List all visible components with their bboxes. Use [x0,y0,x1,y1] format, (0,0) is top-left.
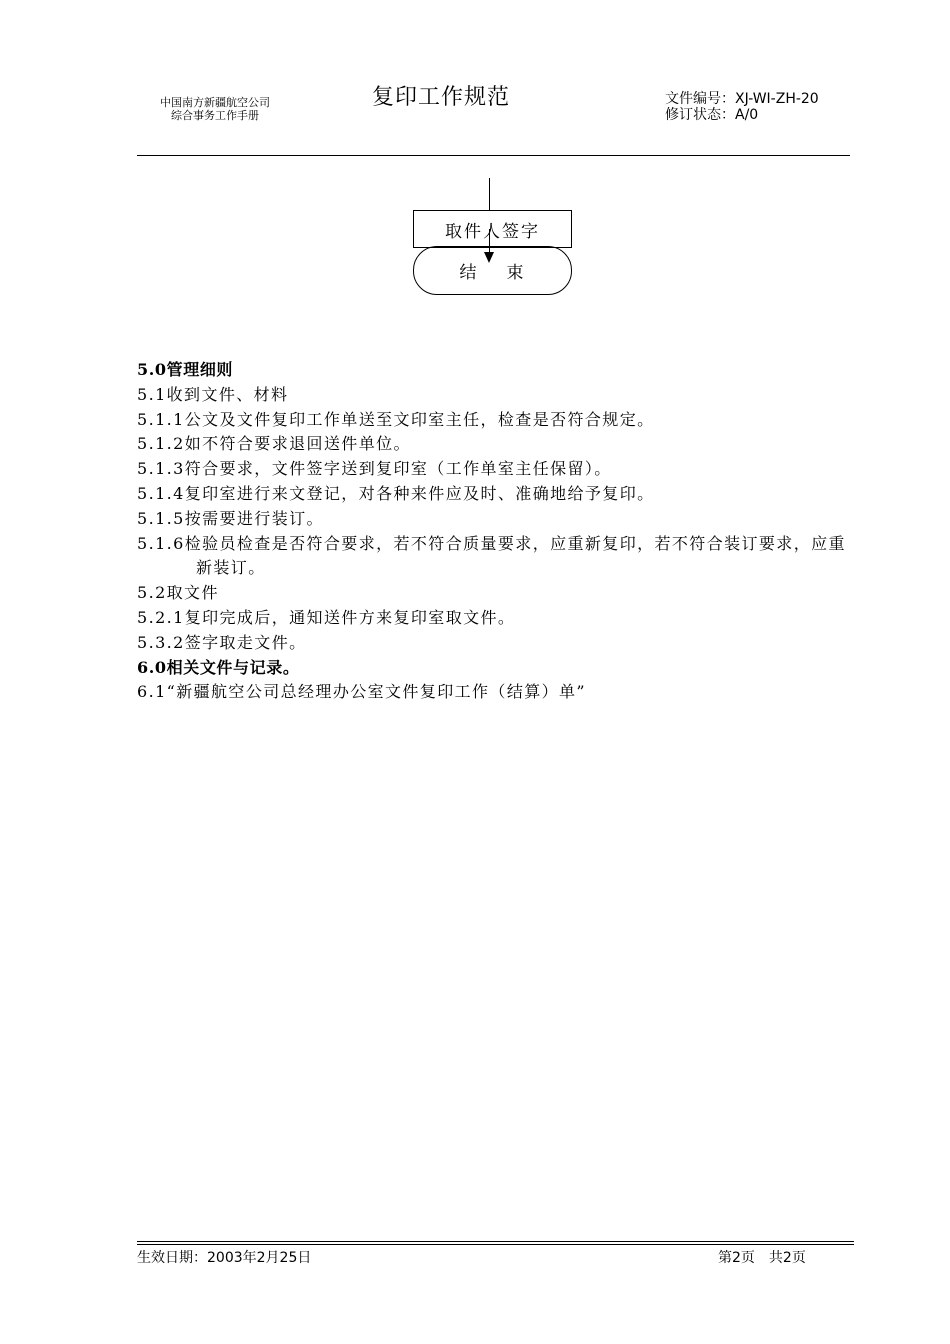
document-body [137,358,857,705]
document-title: 复印工作规范 [372,85,511,110]
clause-5-1-6: 5.1.6检验员检查是否符合要求，若不符合质量要求，应重新复印，若不符合装订要求，应重新装订。 [137,533,846,578]
clause-5-3-2: 5.3.2签字取走文件。 [137,632,307,652]
organization-name [150,96,280,122]
clause-5-1-4: 5.1.4复印室进行来文登记，对各种来件应及时、准确地给予复印。 [137,483,655,503]
org-line-2: 综合事务工作手册 [171,109,259,122]
revision-status: 修订状态：A/0 [665,107,759,123]
clause-5-1-5: 5.1.5按需要进行装订。 [137,508,324,528]
clause-5-2-1: 5.2.1复印完成后，通知送件方来复印室取文件。 [137,607,516,627]
flowchart-end-label-2: 束 [506,263,526,283]
clause-5-1-2: 5.1.2如不符合要求退回送件单位。 [137,434,411,454]
document-meta [665,91,819,123]
clause-5-1-1: 5.1.1公文及文件复印工作单送至文印室主任，检查是否符合规定。 [137,409,655,429]
flowchart-end-label-1: 结 [459,263,479,283]
document-number: 文件编号：XJ-WI-ZH-20 [665,91,819,107]
flowchart-step-label: 取件人签字 [445,221,540,242]
section-heading-5-0: 5.0管理细则 [137,360,234,379]
org-line-1: 中国南方新疆航空公司 [160,96,270,109]
flowchart-step-sign [413,210,572,248]
section-heading-6-0: 6.0相关文件与记录。 [137,657,300,677]
clause-6-1: 6.1“新疆航空公司总经理办公室文件复印工作（结算）单” [137,682,587,702]
header-divider [137,155,850,156]
footer-divider-top [137,1241,854,1242]
clause-5-2: 5.2取文件 [137,583,219,603]
flowchart-arrow-line [489,229,490,253]
page-number: 第2页 共2页 [718,1250,806,1266]
clause-5-1: 5.1收到文件、材料 [137,384,289,404]
arrow-down-icon [484,252,494,263]
effective-date: 生效日期：2003年2月25日 [137,1250,312,1266]
clause-5-1-3: 5.1.3符合要求，文件签字送到复印室（工作单室主任保留）。 [137,459,612,479]
footer-divider-bottom [137,1244,854,1245]
flowchart-connector [489,178,490,210]
